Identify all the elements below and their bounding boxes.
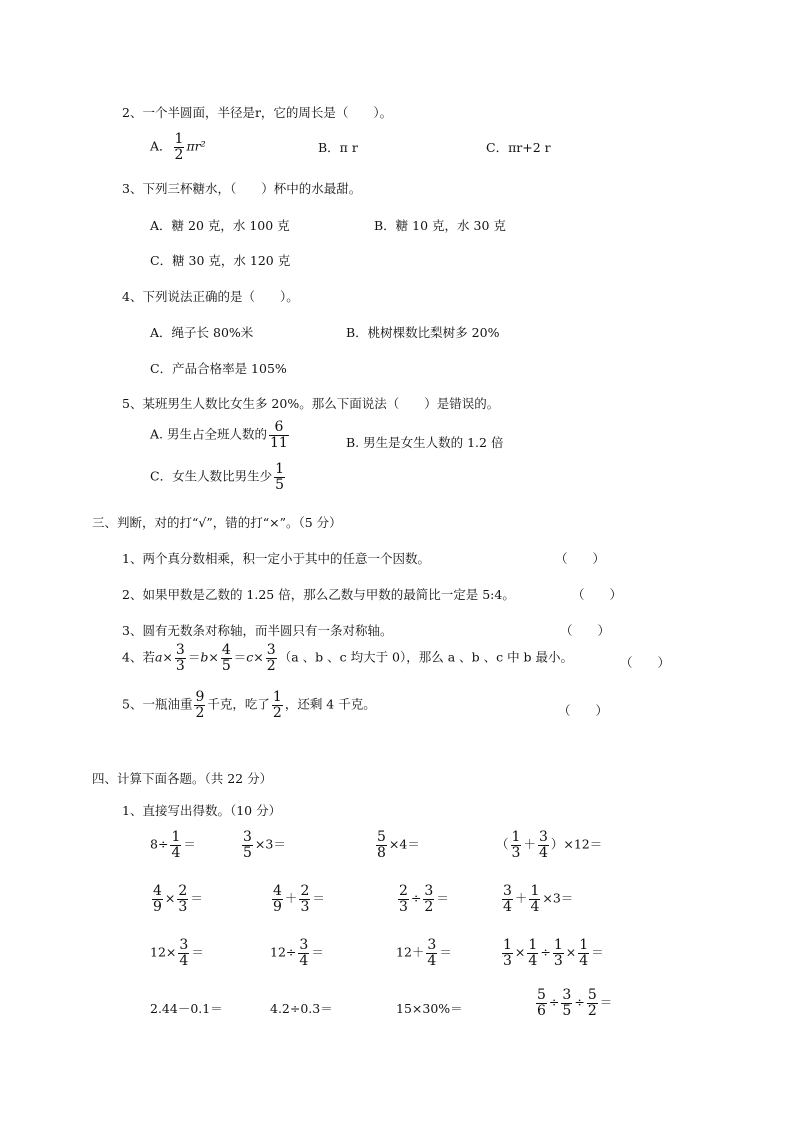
q3-option-a[interactable]: A．糖 20 克，水 100 克: [150, 218, 290, 233]
fraction: [561, 988, 572, 1018]
expr-text: ×3＝: [254, 836, 286, 852]
denominator: 4: [171, 844, 181, 861]
calc-problem[interactable]: [500, 884, 573, 914]
q4-option-c[interactable]: C．产品合格率是 105%: [150, 361, 287, 376]
expr-text: （: [496, 836, 509, 852]
denominator: 4: [579, 952, 589, 969]
judge-item-1: 1、两个真分数相乘，积一定小于其中的任意一个因数。: [122, 551, 430, 566]
fraction: [398, 884, 409, 914]
numerator: 4: [153, 883, 162, 899]
fraction: [152, 884, 163, 914]
fraction: [511, 830, 522, 860]
option-text: πr²: [186, 138, 206, 154]
numerator: 3: [299, 937, 309, 953]
q5-option-b[interactable]: B. 男生是女生人数的 1.2 倍: [346, 435, 504, 450]
fraction: [299, 884, 310, 914]
denominator: 2: [174, 146, 184, 163]
expr-text: ＝: [599, 994, 613, 1010]
expr-text: 12＋: [396, 944, 425, 960]
judge-item-3: 3、圆有无数条对称轴，而半圆只有一条对称轴。: [122, 623, 393, 638]
numerator: 1: [530, 883, 540, 899]
denominator: 6: [537, 1002, 546, 1019]
calc-problem[interactable]: [396, 884, 449, 914]
calc-subtitle-1: 1、直接写出得数。（10 分）: [122, 803, 282, 818]
calc-problem[interactable]: 4.2÷0.3＝: [270, 1001, 333, 1016]
section-3-title: 三、判断，对的打“√”，错的打“×”。（5 分）: [92, 515, 342, 530]
q2-option-a[interactable]: [150, 132, 206, 162]
q4-option-b[interactable]: B．桃树棵数比梨树多 20%: [346, 325, 500, 340]
calc-problem[interactable]: [150, 884, 203, 914]
numerator: 1: [528, 937, 538, 953]
calc-problem[interactable]: [150, 830, 196, 860]
judge-item-2-answer[interactable]: （ ）: [572, 587, 623, 602]
expr-text: ÷: [540, 944, 551, 960]
numerator: 3: [427, 937, 437, 953]
q5-option-a[interactable]: [150, 420, 291, 450]
numerator: 3: [562, 987, 572, 1003]
q5-stem: 5、某班男生人数比女生多 20%。那么下面说法（ ）是错误的。: [122, 396, 500, 411]
numerator: 3: [179, 937, 189, 953]
fraction: [553, 938, 564, 968]
fraction: [538, 830, 549, 860]
judge-item-2: 2、如果甲数是乙数的 1.25 倍，那么乙数与甲数的最简比一定是 5:4。: [122, 587, 515, 602]
expr-text: ＝: [311, 944, 324, 960]
numerator: 6: [274, 419, 284, 435]
calc-problem[interactable]: [270, 938, 324, 968]
denominator: 3: [175, 657, 185, 674]
calc-problem[interactable]: [496, 830, 602, 860]
fraction: [174, 132, 185, 162]
denominator: 4: [427, 952, 437, 969]
numerator: 1: [511, 829, 521, 845]
fraction: [221, 643, 232, 673]
expr-text: ＝: [312, 890, 325, 906]
numerator: 3: [538, 829, 548, 845]
numerator: 1: [553, 937, 563, 953]
denominator: 2: [266, 657, 276, 674]
fraction: [502, 884, 513, 914]
expr-text: ＝: [191, 944, 204, 960]
expr-text: ×3＝: [542, 890, 574, 906]
denominator: 9: [273, 898, 282, 915]
judge-item-4-answer[interactable]: （ ）: [620, 655, 671, 670]
item-text: ，还剩 4 千克。: [284, 696, 376, 712]
denominator: 3: [300, 898, 310, 915]
q2-option-b[interactable]: B．π r: [318, 140, 358, 155]
fraction: [170, 830, 181, 860]
calc-problem[interactable]: 15×30%＝: [396, 1001, 463, 1016]
denominator: 11: [269, 434, 288, 451]
expr-text: ×: [514, 944, 526, 960]
denominator: 3: [511, 844, 521, 861]
judge-item-3-answer[interactable]: （ ）: [560, 623, 611, 638]
expr-text: ×4＝: [388, 836, 420, 852]
q2-stem: 2、一个半圆面，半径是r，它的周长是（ ）。: [122, 105, 393, 120]
fraction: [272, 690, 283, 720]
fraction: [376, 830, 387, 860]
judge-item-5: [122, 690, 376, 720]
denominator: 4: [299, 952, 309, 969]
fraction: [194, 690, 205, 720]
option-text: A. 男生占全班人数的: [150, 426, 267, 442]
expr-text: 12×: [150, 944, 177, 960]
q2-option-c[interactable]: C．πr+2 r: [486, 140, 551, 155]
q3-option-b[interactable]: B．糖 10 克，水 30 克: [374, 218, 506, 233]
q4-option-a[interactable]: A．绳子长 80%米: [150, 325, 254, 340]
expr-text: ＝: [591, 944, 604, 960]
fraction: [578, 938, 589, 968]
fraction: [298, 938, 309, 968]
numerator: 3: [243, 829, 252, 845]
calc-problem[interactable]: [374, 830, 420, 860]
denominator: 9: [153, 898, 162, 915]
item-text: 5、一瓶油重: [122, 696, 193, 712]
option-letter: A．: [150, 138, 172, 154]
numerator: 1: [579, 937, 589, 953]
denominator: 3: [553, 952, 563, 969]
numerator: 3: [424, 883, 434, 899]
numerator: 5: [377, 829, 386, 845]
denominator: 4: [538, 844, 548, 861]
fraction: [177, 884, 188, 914]
fraction: [274, 462, 285, 492]
expr-text: ＝: [183, 836, 196, 852]
calc-problem[interactable]: [270, 884, 325, 914]
judge-item-1-answer[interactable]: （ ）: [555, 551, 606, 566]
denominator: 3: [178, 898, 188, 915]
expr-text: 8÷: [150, 836, 169, 852]
expr-text: ＋: [284, 890, 298, 906]
calc-problem[interactable]: [534, 988, 612, 1018]
denominator: 2: [587, 1002, 597, 1019]
numerator: 4: [273, 883, 282, 899]
fraction: [269, 420, 289, 450]
numerator: 3: [266, 642, 276, 658]
numerator: 1: [171, 829, 181, 845]
denominator: 5: [562, 1002, 572, 1019]
item-text: 千克，吃了: [207, 696, 270, 712]
expr-text: ÷: [410, 890, 422, 906]
denominator: 5: [221, 657, 231, 674]
section-4-title: 四、计算下面各题。（共 22 分）: [92, 771, 273, 786]
denominator: 8: [377, 844, 386, 861]
denominator: 4: [528, 952, 538, 969]
denominator: 4: [503, 898, 512, 915]
calc-problem[interactable]: 2.44－0.1＝: [150, 1001, 223, 1016]
expr-text: ＝: [436, 890, 449, 906]
numerator: 5: [587, 987, 597, 1003]
q3-option-c[interactable]: C．糖 30 克，水 120 克: [150, 253, 291, 268]
item-text: 4、若: [122, 649, 155, 665]
fraction: [178, 938, 189, 968]
denominator: 2: [424, 898, 434, 915]
fraction: [272, 884, 283, 914]
fraction: [536, 988, 547, 1018]
expr-text: ）×12＝: [550, 836, 603, 852]
denominator: 5: [275, 476, 284, 493]
calc-problem[interactable]: [240, 830, 286, 860]
fraction: [527, 938, 538, 968]
numerator: 1: [272, 689, 282, 705]
calc-problem[interactable]: [150, 938, 204, 968]
expr-text: 12÷: [270, 944, 297, 960]
denominator: 5: [243, 844, 252, 861]
fraction: [242, 830, 253, 860]
calc-problem[interactable]: [500, 938, 604, 968]
expr-text: ÷: [574, 994, 585, 1010]
numerator: 5: [537, 987, 546, 1003]
item-text: （a 、b 、c 均大于 0），那么 a 、b 、c 中 b 最小。: [278, 649, 574, 665]
expr-text: ÷: [548, 994, 560, 1010]
fraction: [502, 938, 513, 968]
expr-text: ×: [164, 890, 176, 906]
calc-problem[interactable]: [396, 938, 452, 968]
fraction: [423, 884, 434, 914]
numerator: 1: [275, 461, 284, 477]
numerator: 1: [503, 937, 512, 953]
denominator: 4: [179, 952, 189, 969]
denominator: 2: [272, 704, 282, 721]
numerator: 9: [195, 689, 205, 705]
judge-item-5-answer[interactable]: （ ）: [558, 703, 609, 718]
numerator: 4: [221, 642, 231, 658]
denominator: 4: [530, 898, 540, 915]
fraction: [266, 643, 277, 673]
fraction: [175, 643, 186, 673]
expr-text: ×: [565, 944, 577, 960]
denominator: 2: [195, 704, 205, 721]
fraction: [587, 988, 598, 1018]
expr-text: ＝: [439, 944, 452, 960]
numerator: 3: [175, 642, 185, 658]
denominator: 3: [503, 952, 512, 969]
numerator: 2: [300, 883, 310, 899]
option-text: C．女生人数比男生少: [150, 468, 273, 484]
numerator: 1: [174, 131, 184, 147]
expr-text: ＋: [514, 890, 528, 906]
denominator: 3: [399, 898, 408, 915]
q3-stem: 3、下列三杯糖水，（ ）杯中的水最甜。: [122, 181, 362, 196]
q5-option-c[interactable]: [150, 462, 287, 492]
fraction: [529, 884, 540, 914]
expr-text: ＝: [190, 890, 203, 906]
judge-item-4: 4、若a× $\frac{3}{3}$ ＝b× $\frac{4}{5}$ ＝c× $\frac{3}{2}$ （a 、b 、c 均大于 0），那么 a 、b 、c 中 b 最小。: [122, 642, 574, 674]
numerator: 2: [399, 883, 408, 899]
fraction: [426, 938, 437, 968]
numerator: 2: [178, 883, 188, 899]
numerator: 3: [503, 883, 512, 899]
q4-stem: 4、下列说法正确的是（ ）。: [122, 289, 299, 304]
expr-text: ＋: [523, 836, 536, 852]
